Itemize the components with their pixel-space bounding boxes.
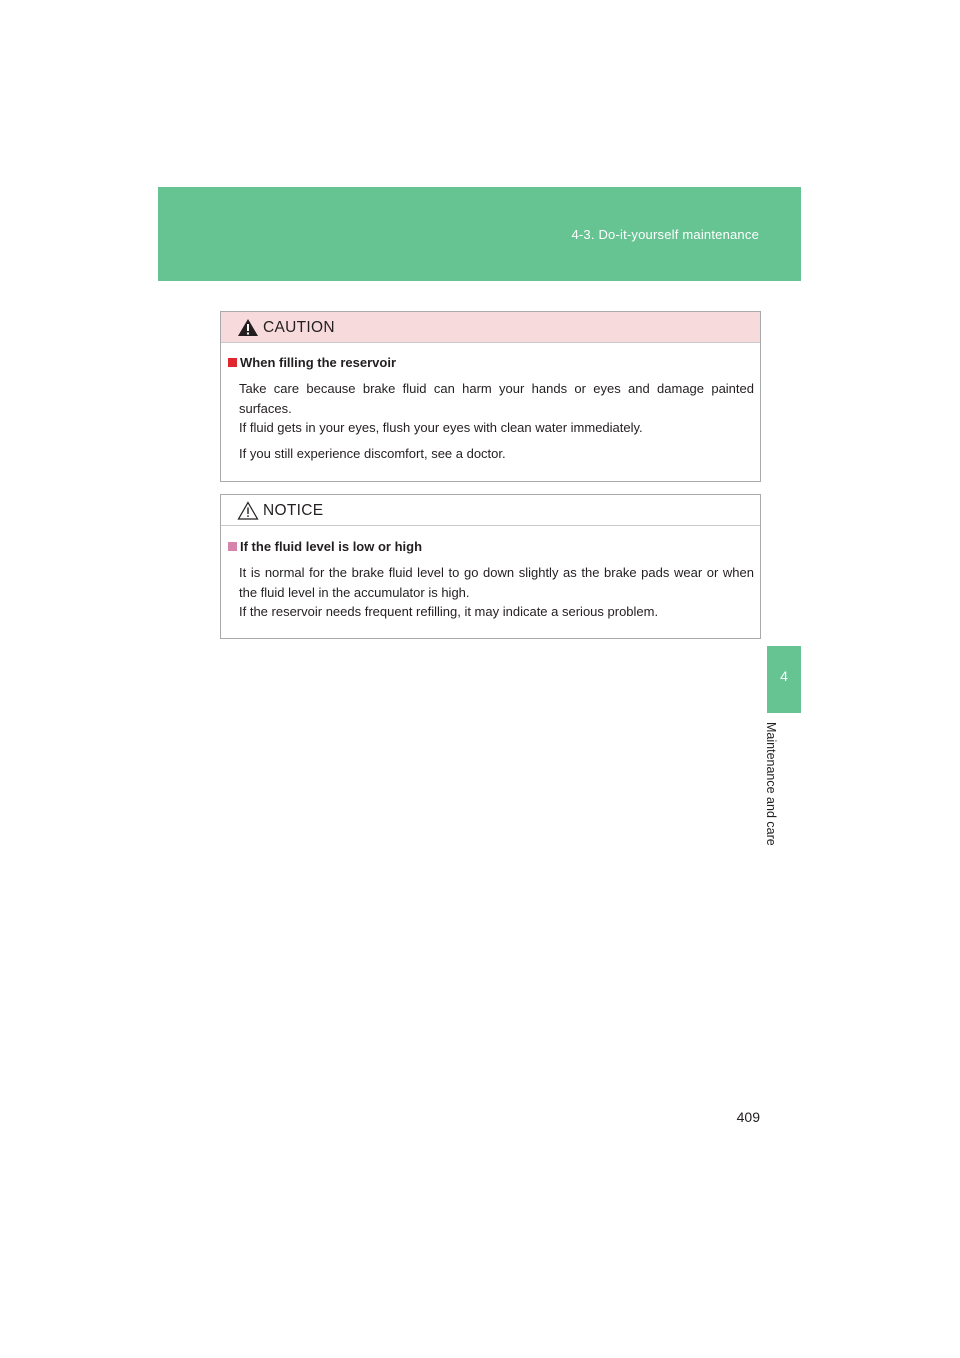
chapter-label: Maintenance and care <box>764 722 778 846</box>
caution-paragraph: Take care because brake fluid can harm your hands or eyes and damage painted surfaces. <box>239 381 754 416</box>
notice-box <box>220 494 761 639</box>
chapter-label-vertical <box>764 722 795 872</box>
caution-label: CAUTION <box>263 319 335 336</box>
page-number: 409 <box>736 1109 760 1125</box>
caution-item-title <box>228 355 396 370</box>
caution-paragraph: If fluid gets in your eyes, flush your eyes with clean water immediately. <box>239 420 643 435</box>
notice-paragraph: If the reservoir needs frequent refilling, it may indicate a serious problem. <box>239 604 659 619</box>
warning-triangle-filled-icon <box>237 318 259 337</box>
caution-paragraph: If you still experience discomfort, see a doctor. <box>239 446 506 461</box>
notice-label: NOTICE <box>263 502 324 519</box>
chapter-number: 4 <box>780 668 788 684</box>
notice-item-title <box>228 539 422 554</box>
notice-paragraph: It is normal for the brake fluid level to go down slightly as the brake pads wear or when the fluid level in the accumulator is high. <box>239 565 754 600</box>
notice-item-title-text: If the fluid level is low or high <box>240 539 423 554</box>
caution-header <box>221 312 760 343</box>
chapter-tab <box>767 646 801 713</box>
pink-square-bullet-icon <box>228 542 237 551</box>
caution-item-title-text: When filling the reservoir <box>240 355 397 370</box>
notice-header <box>221 495 760 526</box>
warning-triangle-outline-icon <box>237 501 259 520</box>
red-square-bullet-icon <box>228 358 237 367</box>
section-title: 4-3. Do-it-yourself maintenance <box>571 227 759 242</box>
caution-box <box>220 311 761 482</box>
header-band <box>158 187 801 281</box>
